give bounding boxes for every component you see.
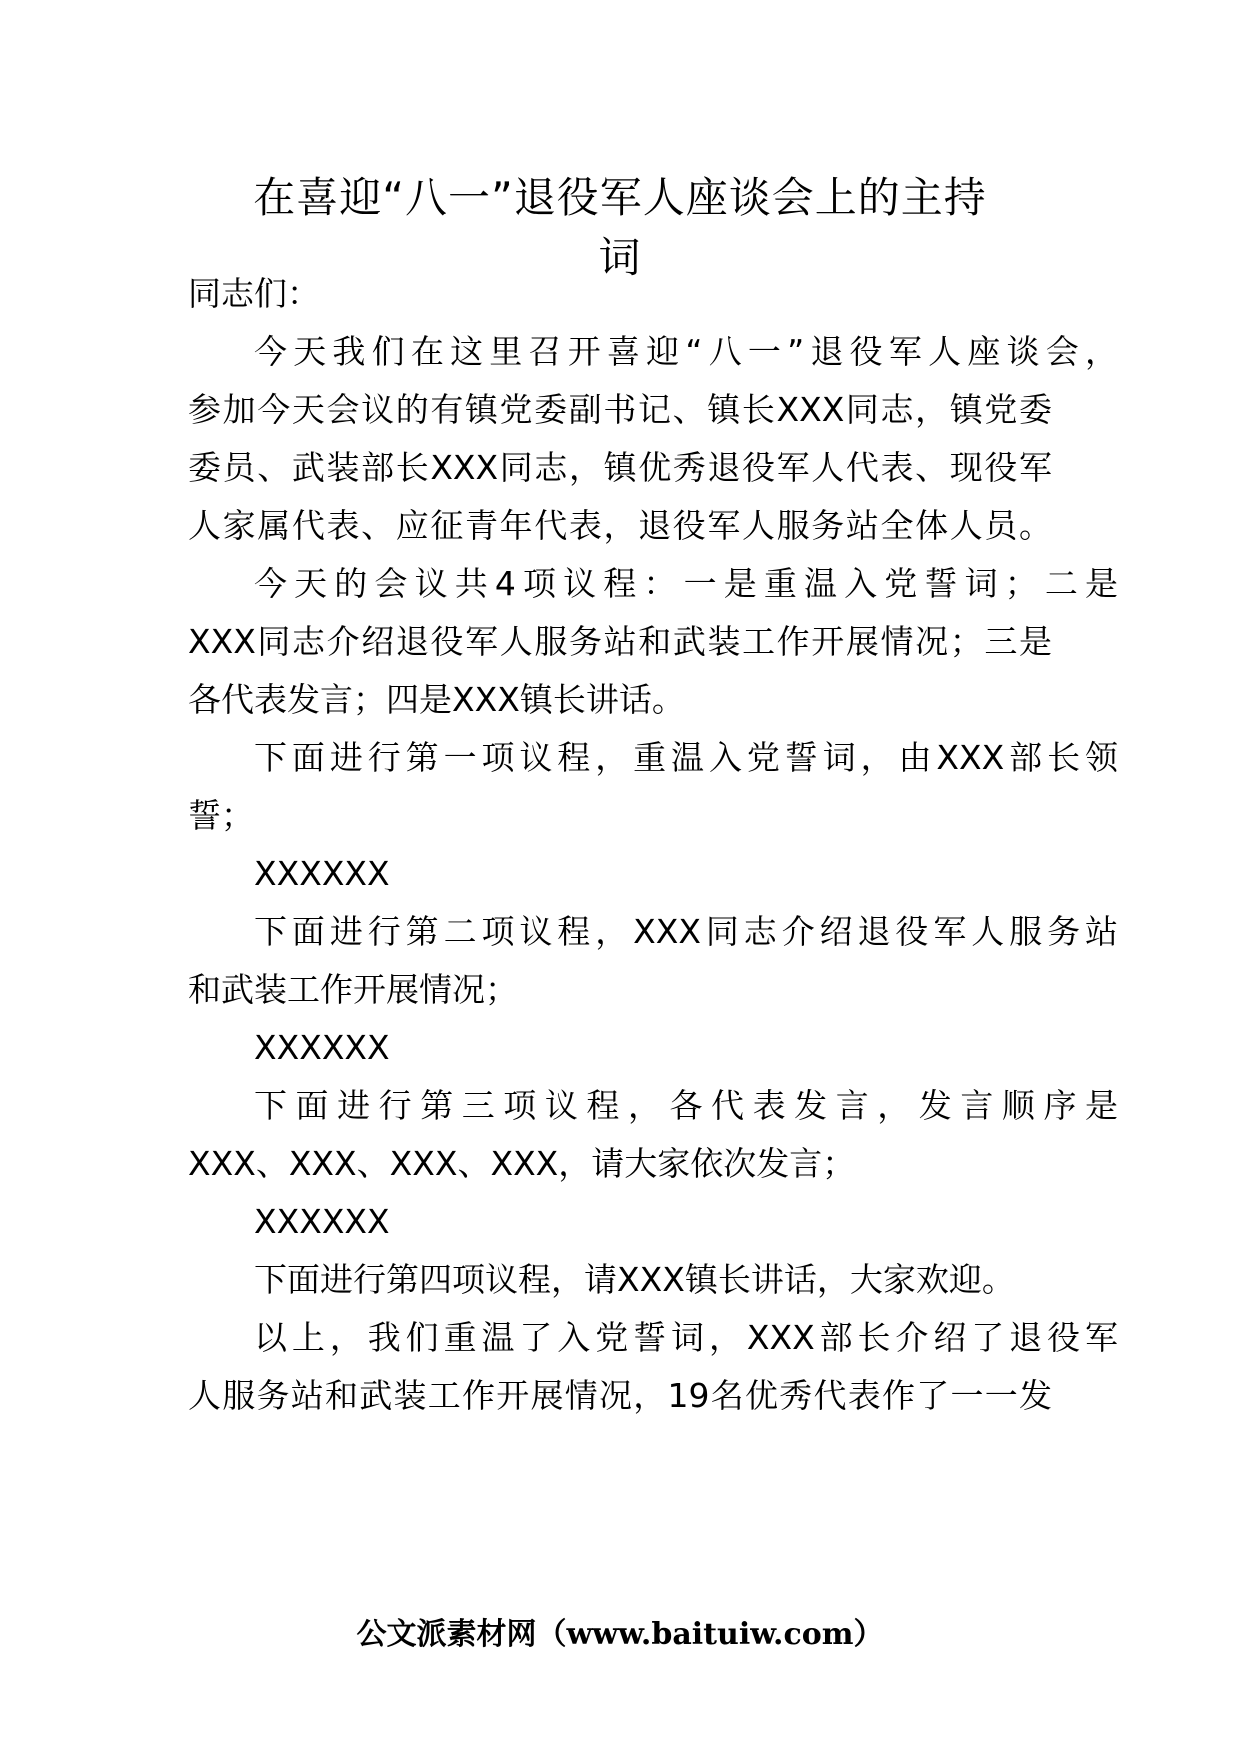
body-line: 人服务站和武装工作开展情况，19名优秀代表作了一一发	[188, 1376, 1052, 1415]
body-line: 下面进行第四项议程，请XXX镇长讲话，大家欢迎。	[254, 1260, 1015, 1299]
body-line: 誓；	[188, 796, 254, 835]
placeholder-line: XXXXXX	[254, 1202, 390, 1241]
body-line: 今天的会议共4项议程：一是重温入党誓词；二是	[254, 564, 1118, 603]
body-line: 下面进行第一项议程，重温入党誓词，由XXX部长领	[254, 738, 1118, 777]
document-title-line-2: 词	[598, 233, 642, 282]
placeholder-line: XXXXXX	[254, 1028, 390, 1067]
body-line: 下面进行第三项议程，各代表发言，发言顺序是	[254, 1086, 1118, 1125]
salutation: 同志们：	[188, 274, 320, 313]
body-line: 今天我们在这里召开喜迎“八一”退役军人座谈会，	[254, 332, 1118, 371]
footer-watermark: 公文派素材网（www.baituiw.com）	[356, 1617, 884, 1652]
body-line: 人家属代表、应征青年代表，退役军人服务站全体人员。	[188, 506, 1052, 545]
body-line: 参加今天会议的有镇党委副书记、镇长XXX同志，镇党委	[188, 390, 1052, 429]
body-line: 各代表发言；四是XXX镇长讲话。	[188, 680, 685, 719]
body-line: XXX、XXX、XXX、XXX，请大家依次发言；	[188, 1144, 856, 1183]
document-title-line-1: 在喜迎“八一”退役军人座谈会上的主持	[253, 173, 987, 222]
placeholder-line: XXXXXX	[254, 854, 390, 893]
body-line: 委员、武装部长XXX同志，镇优秀退役军人代表、现役军	[188, 448, 1052, 487]
body-line: 和武装工作开展情况；	[188, 970, 518, 1009]
body-line: XXX同志介绍退役军人服务站和武装工作开展情况；三是	[188, 622, 1052, 661]
body-line: 下面进行第二项议程，XXX同志介绍退役军人服务站	[254, 912, 1118, 951]
body-line: 以上，我们重温了入党誓词，XXX部长介绍了退役军	[254, 1318, 1118, 1357]
